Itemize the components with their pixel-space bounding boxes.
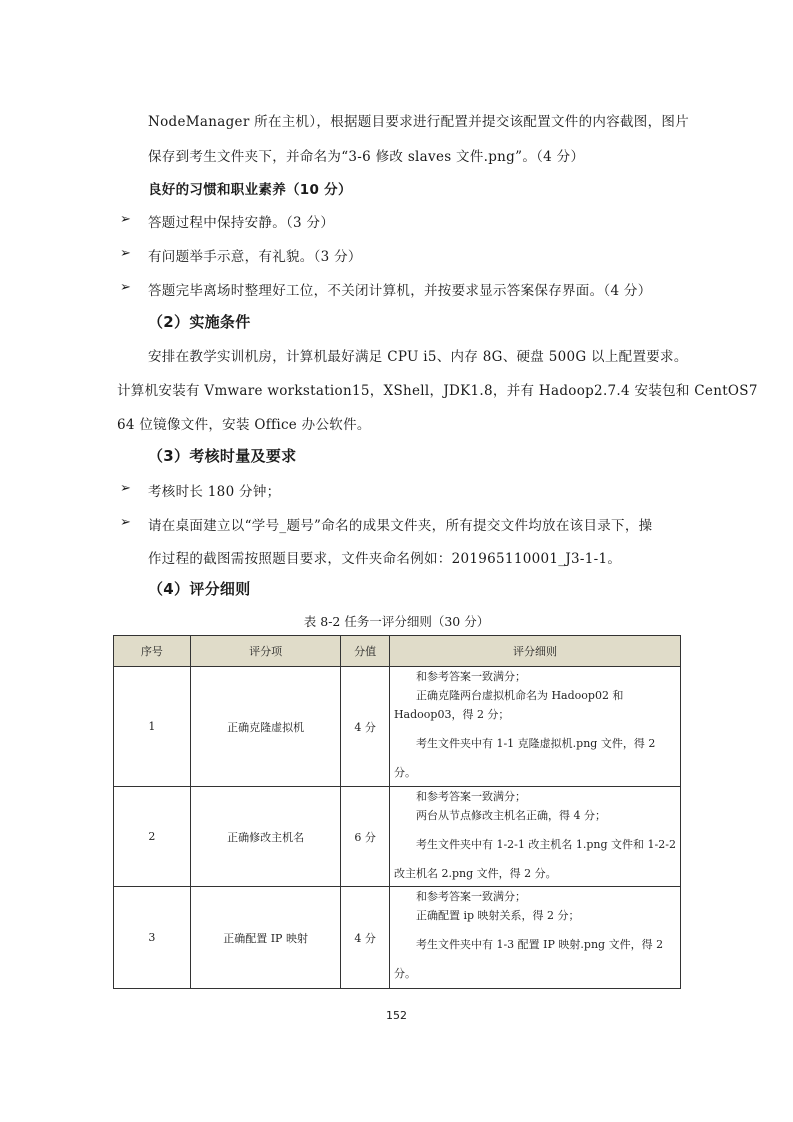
row-item: 正确配置 IP 映射 [190, 887, 341, 989]
arrow-bullet-icon: ➢ [120, 481, 131, 496]
detail-line: 考生文件夹中有 1-2-1 改主机名 1.png 文件和 1-2-2 [415, 838, 676, 851]
detail-line: 两台从节点修改主机名正确，得 4 分； [415, 809, 606, 822]
bullet-item: 答题过程中保持安静。（3 分） [148, 215, 335, 231]
column-header: 序号 [114, 636, 191, 667]
section-title-scoring: （4）评分细则 [148, 580, 251, 598]
row-item: 正确克隆虚拟机 [190, 667, 341, 787]
row-number: 1 [114, 667, 191, 787]
detail-line: 和参考答案一致满分； [415, 790, 526, 803]
page-number: 152 [386, 1009, 407, 1022]
text-line: 保存到考生文件夹下，并命名为“3-6 修改 slaves 文件.png”。（4 分） [148, 149, 585, 165]
text-line: NodeManager 所在主机），根据题目要求进行配置并提交该配置文件的内容截图，图片 [148, 114, 690, 130]
detail-line: 考生文件夹中有 1-1 克隆虚拟机.png 文件，得 2 [415, 737, 656, 750]
column-header: 评分细则 [389, 636, 680, 667]
habits-title: 良好的习惯和职业素养（10 分） [148, 182, 352, 198]
bullet-item: 有问题举手示意，有礼貌。（3 分） [148, 249, 362, 265]
detail-line: Hadoop03，得 2 分； [393, 708, 510, 721]
detail-line: 改主机名 2.png 文件，得 2 分。 [393, 867, 557, 880]
row-detail [389, 787, 680, 887]
bullet-item: 答题完毕离场时整理好工位，不关闭计算机，并按要求显示答案保存界面。（4 分） [148, 283, 652, 299]
detail-line: 正确克隆两台虚拟机命名为 Hadoop02 和 [415, 689, 624, 702]
section-title-time: （3）考核时量及要求 [148, 447, 297, 465]
detail-line: 正确配置 ip 映射关系，得 2 分； [415, 909, 580, 922]
row-score: 4 分 [341, 887, 390, 989]
text-line: 安排在教学实训机房，计算机最好满足 CPU i5、内存 8G、硬盘 500G 以上配置要求。 [148, 349, 688, 365]
row-item: 正确修改主机名 [190, 787, 341, 887]
section-title-conditions: （2）实施条件 [148, 313, 251, 331]
bullet-item: 考核时长 180 分钟； [148, 484, 281, 500]
table-row [114, 787, 681, 887]
row-number: 2 [114, 787, 191, 887]
column-header: 评分项 [190, 636, 341, 667]
row-score: 4 分 [341, 667, 390, 787]
bullet-item: 请在桌面建立以“学号_题号”命名的成果文件夹，所有提交文件均放在该目录下，操 [148, 518, 653, 534]
table-row [114, 887, 681, 989]
row-number: 3 [114, 887, 191, 989]
detail-line: 分。 [393, 967, 416, 980]
detail-line: 和参考答案一致满分； [415, 890, 526, 903]
arrow-bullet-icon: ➢ [120, 212, 131, 227]
bullet-item-continued: 作过程的截图需按照题目要求，文件夹命名例如：201965110001_J3-1-1。 [148, 551, 622, 567]
table-row [114, 667, 681, 787]
table-caption: 表 8-2 任务一评分细则（30 分） [303, 614, 490, 629]
detail-line: 分。 [393, 766, 416, 779]
arrow-bullet-icon: ➢ [120, 280, 131, 295]
table-header-row [114, 636, 681, 667]
text-line: 64 位镜像文件，安装 Office 办公软件。 [117, 417, 371, 433]
arrow-bullet-icon: ➢ [120, 246, 131, 261]
text-line: 计算机安装有 Vmware workstation15，XShell，JDK1.8，并有 Hadoop2.7.4 安装包和 CentOS7 [117, 383, 758, 399]
row-score: 6 分 [341, 787, 390, 887]
detail-line: 和参考答案一致满分； [415, 670, 526, 683]
arrow-bullet-icon: ➢ [120, 515, 131, 530]
row-detail [389, 887, 680, 989]
detail-line: 考生文件夹中有 1-3 配置 IP 映射.png 文件，得 2 [415, 938, 664, 951]
scoring-table [113, 635, 681, 989]
column-header: 分值 [341, 636, 390, 667]
row-detail [389, 667, 680, 787]
